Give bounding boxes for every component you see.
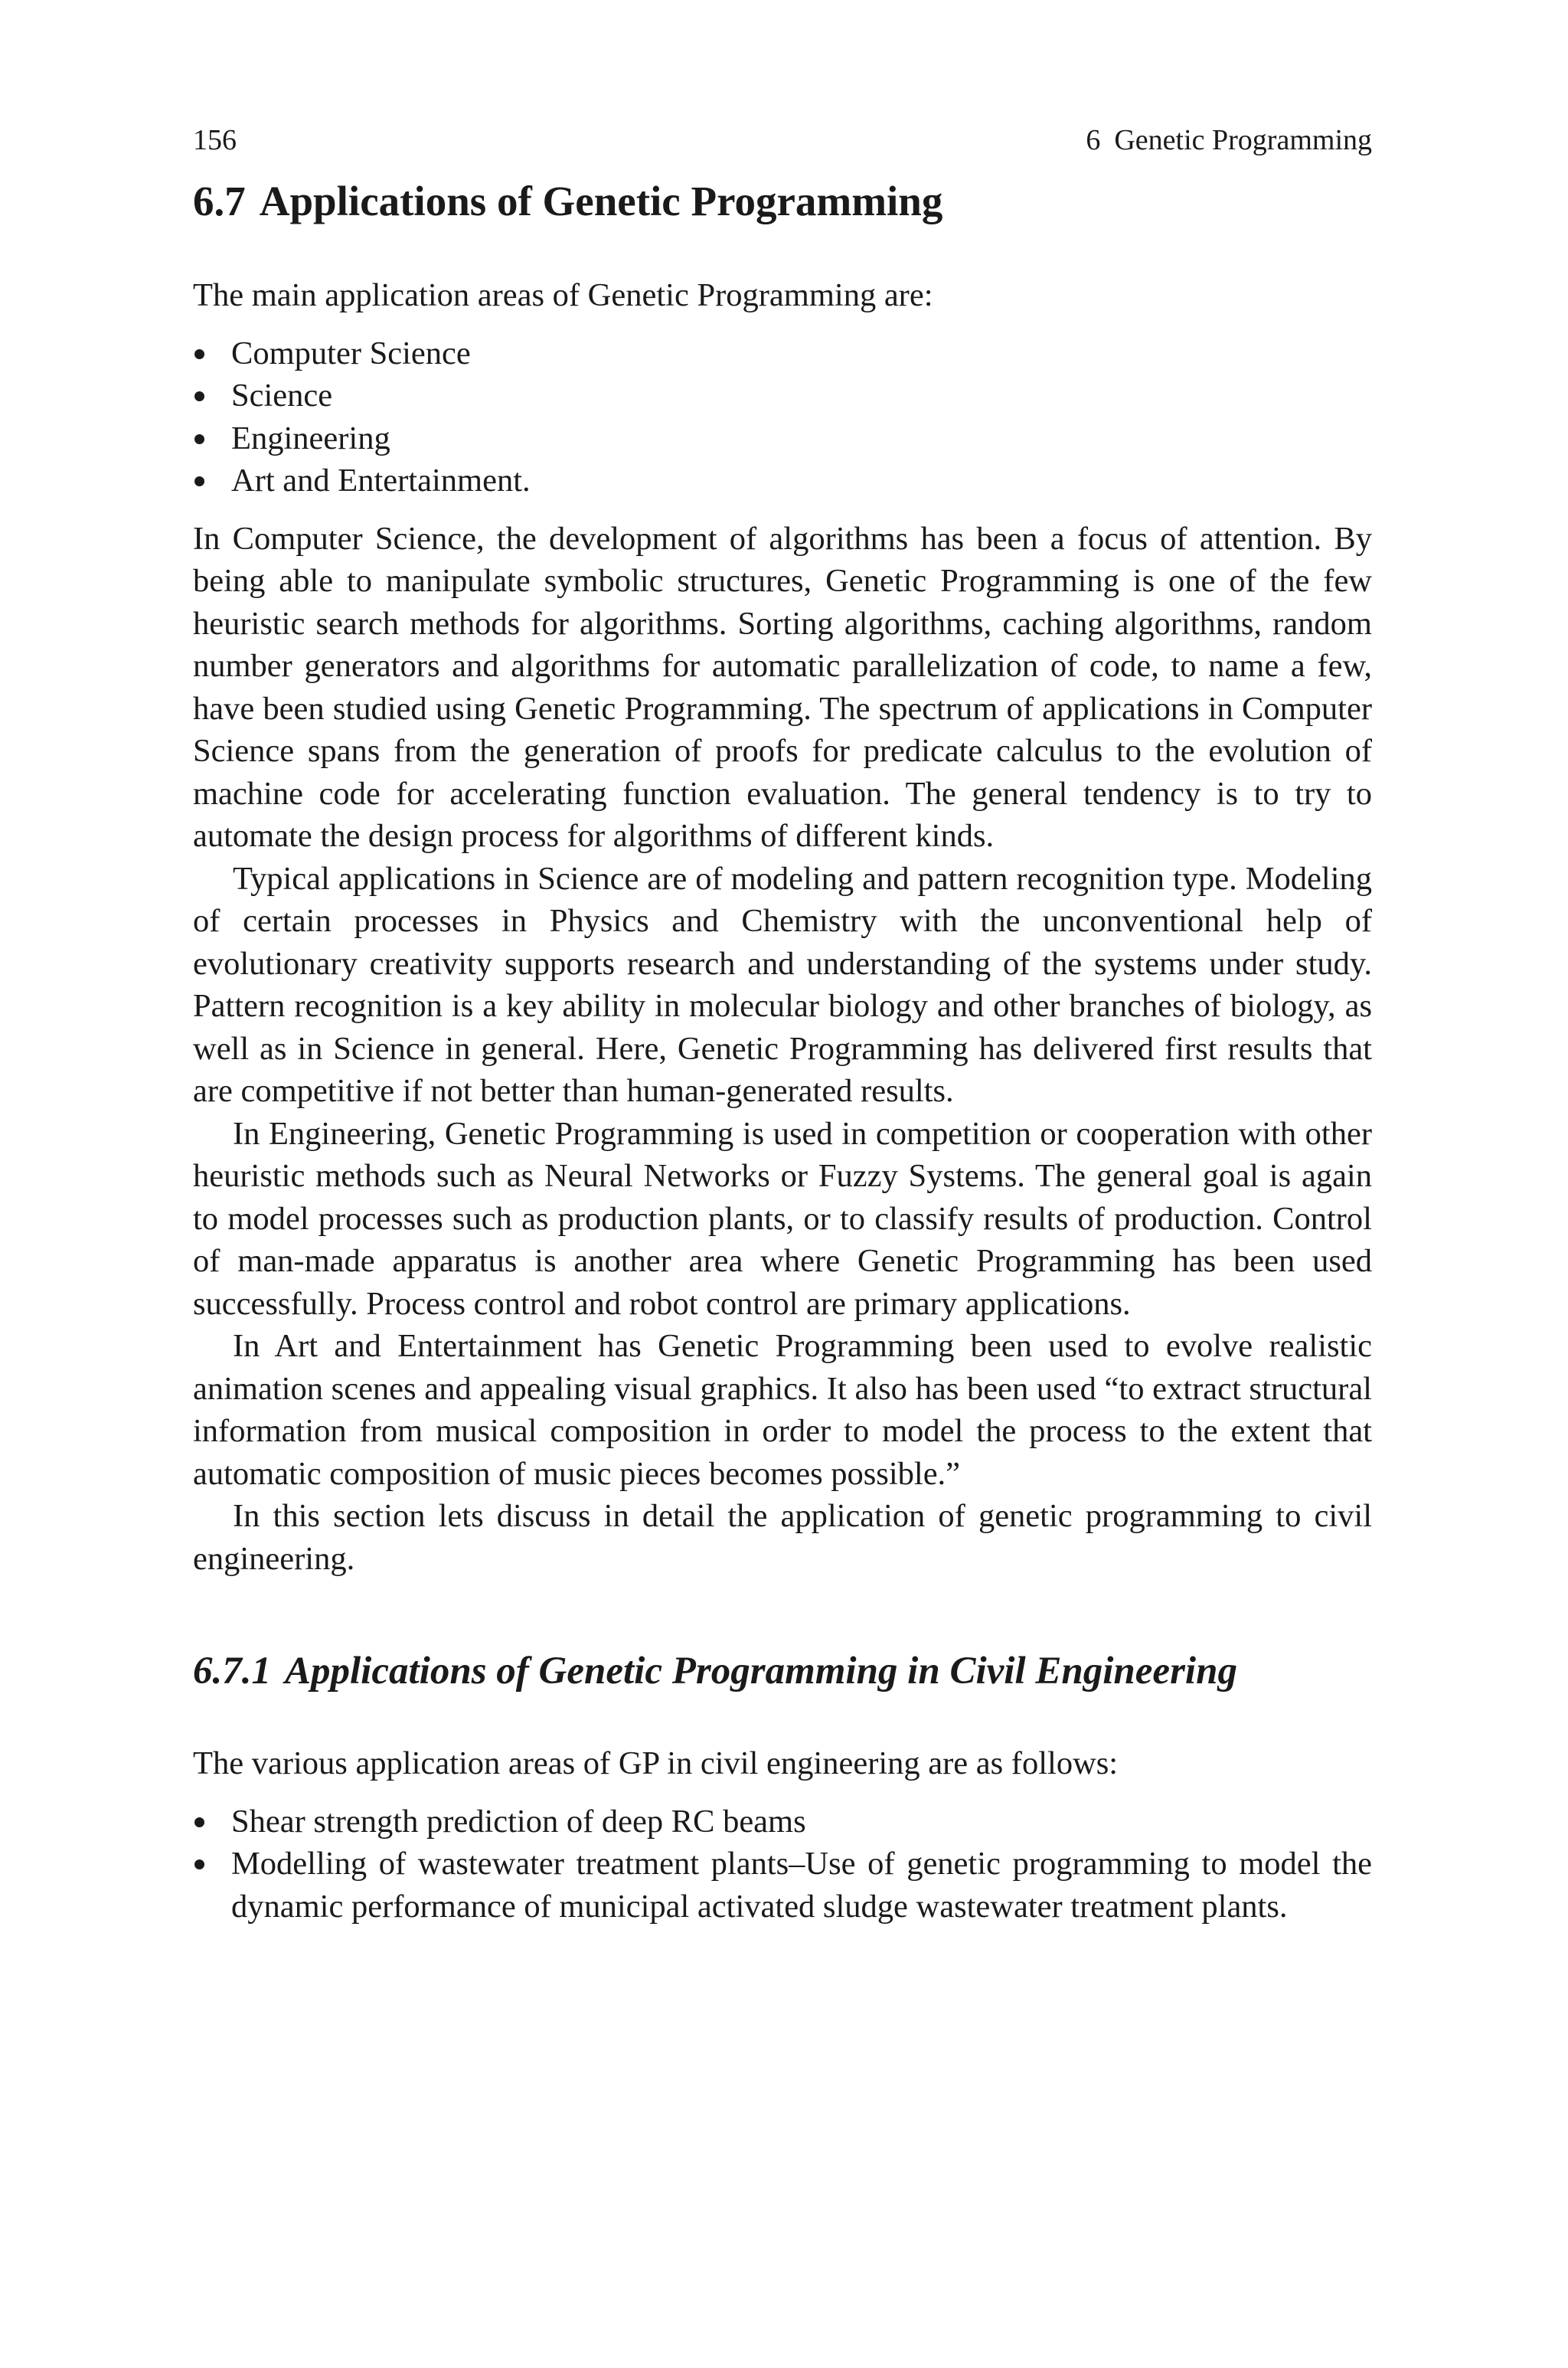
subsection-title: [193, 1647, 1372, 1695]
list-item: [193, 332, 1372, 375]
bullet-icon: [194, 1817, 204, 1827]
list-item-text: Engineering: [231, 420, 390, 456]
paragraph-art-entertainment: In Art and Entertainment has Genetic Programming been used to evolve realistic animation scenes and appealing visual graphics. It also has been used “to extract structural information from musical composition in order to model the process to the extent that automatic composition of music pieces becomes possible.”: [193, 1328, 1372, 1492]
list-item-text: Science: [231, 378, 333, 414]
bullet-icon: [194, 1859, 204, 1869]
civil-engineering-applications-list: [193, 1801, 1372, 1928]
bullet-icon: [194, 476, 204, 486]
application-areas-list: [193, 332, 1372, 502]
list-item: [193, 1801, 1372, 1843]
subsection-title-text: Applications of Genetic Programming in Civil Engineering: [285, 1650, 1237, 1693]
chapter-number: 6: [1086, 124, 1101, 156]
list-item: [193, 1843, 1372, 1928]
paragraph-engineering: In Engineering, Genetic Programming is used in competition or cooperation with other heuristic methods such as Neural Networks or Fuzzy Systems. The general goal is again to model processes such as production plants, or to classify results of production. Control of man-made apparatus is another area where Genetic Programming has been used successfully. Process control and robot control are primary applications.: [193, 1115, 1372, 1322]
list-item-text: Shear strength prediction of deep RC beams: [231, 1803, 806, 1840]
book-page: [193, 123, 1372, 1943]
subsection-intro: The various application areas of GP in civil engineering are as follows:: [193, 1745, 1119, 1781]
paragraph-computer-science: In Computer Science, the development of algorithms has been a focus of attention. By being able to manipulate symbolic structures, Genetic Programming is one of the few heuristic search methods for algorithms. Sorting algorithms, caching algorithms, random number generators and algorithms for automatic parallelization of code, to name a few, have been studied using Genetic Programming. The spectrum of applications in Computer Science spans from the generation of proofs for predicate calculus to the evolution of machine code for accelerating function evaluation. The general tendency is to try to automate the design process for algorithms of different kinds.: [193, 520, 1372, 854]
paragraph-science: Typical applications in Science are of modeling and pattern recognition type. Modeling of certain processes in Physics and Chemistry with the unconventional help of evolutionary creativity supports research and understanding of the systems under study. Pattern recognition is a key ability in molecular biology and other branches of biology, as well as in Science in general. Here, Genetic Programming has delivered first results that are competitive if not better than human-generated results.: [193, 860, 1372, 1109]
bullet-icon: [194, 349, 204, 359]
section-title: [193, 176, 1372, 227]
section-intro: The main application areas of Genetic Programming are:: [193, 277, 933, 313]
section-title-text: Applications of Genetic Programming: [259, 178, 943, 224]
subsection-number: 6.7.1: [193, 1650, 271, 1693]
section-number: 6.7: [193, 178, 246, 224]
running-head: [193, 123, 1372, 158]
list-item-text: Computer Science: [231, 335, 471, 371]
chapter-title: Genetic Programming: [1114, 124, 1372, 156]
list-item: [193, 460, 1372, 502]
chapter-heading: [1086, 123, 1372, 158]
bullet-icon: [194, 434, 204, 444]
list-item-text: Modelling of wastewater treatment plants–Use of genetic programming to model the dynamic performance of municipal activated sludge wastewater treatment plants.: [231, 1846, 1372, 1925]
list-item: [193, 374, 1372, 417]
paragraph-section-transition: In this section lets discuss in detail the application of genetic programming to civil engineering.: [193, 1498, 1372, 1577]
page-number: 156: [193, 124, 237, 156]
list-item-text: Art and Entertainment.: [231, 463, 531, 499]
list-item: [193, 417, 1372, 460]
bullet-icon: [194, 391, 204, 401]
